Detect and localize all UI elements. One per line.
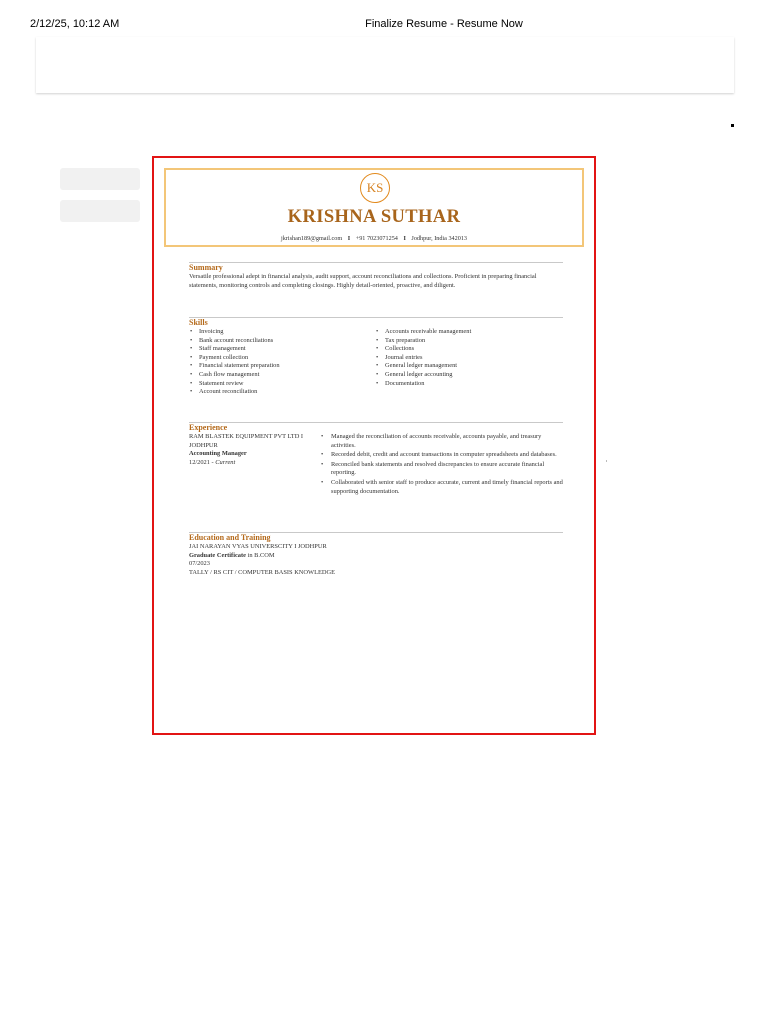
- skills-heading: Skills: [189, 318, 214, 327]
- contact-phone: +91 7023071254: [355, 235, 398, 242]
- page-header-card: [36, 37, 734, 93]
- print-page-title: Finalize Resume - Resume Now: [365, 18, 523, 30]
- contact-separator: I: [347, 235, 351, 242]
- stray-mark: [606, 460, 607, 462]
- degree-line: Graduate Certificate in B.COM: [189, 551, 275, 559]
- contact-separator: I: [403, 235, 406, 242]
- experience-section: [189, 417, 563, 517]
- skill-item: • General ledger accounting: [375, 371, 555, 380]
- skills-list-right: [375, 328, 555, 388]
- contact-email: jkrishan189@gmail.com: [280, 235, 343, 242]
- skill-item: • Account reconciliation: [189, 388, 369, 397]
- education-extra: TALLY / RS CIT / COMPUTER BASIS KNOWLEDGE: [189, 568, 336, 576]
- contact-line: [166, 235, 582, 242]
- experience-bullet: • Reconciled bank statements and resolved discrepancies to ensure accurate financial reporting.: [319, 461, 567, 478]
- skill-item: • General ledger management: [375, 362, 555, 371]
- skill-item: • Payment collection: [189, 354, 369, 363]
- education-date: 07/2023: [189, 560, 210, 568]
- education-section: [189, 527, 563, 587]
- skill-item: • Financial statement preparation: [189, 362, 369, 371]
- skill-item: • Invoicing: [189, 328, 369, 337]
- skills-list-left: [189, 328, 369, 397]
- faded-placeholder-bottom: [60, 200, 140, 222]
- faded-placeholder-top: [60, 168, 140, 190]
- experience-bullets: [319, 433, 567, 497]
- job-title: Accounting Manager: [189, 450, 247, 458]
- skill-item: • Accounts receivable management: [375, 328, 555, 337]
- monogram-badge: KS: [360, 173, 390, 203]
- skill-item: • Tax preparation: [375, 337, 555, 346]
- summary-text: Versatile professional adept in financial analysis, audit support, account reconciliations and collections. Proficient in preparing financial statements, monitoring controls and completing closings. Highly detail-oriented, proactive, and diligent.: [189, 273, 537, 289]
- school-name: JAI NARAYAN VYAS UNIVERSCITY I JODHPUR: [189, 543, 327, 550]
- experience-heading: Experience: [189, 423, 233, 432]
- skill-item: • Staff management: [189, 345, 369, 354]
- summary-heading: Summary: [189, 263, 229, 272]
- skill-item: • Documentation: [375, 380, 555, 389]
- skill-item: • Bank account reconciliations: [189, 337, 369, 346]
- print-header: [0, 18, 768, 34]
- skills-section: [189, 312, 563, 407]
- contact-location: Jodhpur, India 342013: [411, 235, 468, 242]
- job-dates: 12/2021 - Current: [189, 458, 236, 466]
- skill-item: • Journal entries: [375, 354, 555, 363]
- skill-item: • Statement review: [189, 380, 369, 389]
- education-entry: [189, 543, 335, 577]
- experience-bullet: • Recorded debit, credit and account transactions in computer spreadsheets and databases.: [319, 451, 567, 460]
- education-heading: Education and Training: [189, 533, 277, 542]
- candidate-name: KRISHNA SUTHAR: [287, 207, 461, 227]
- skill-item: • Collections: [375, 345, 555, 354]
- summary-section: [189, 257, 563, 307]
- company-name: RAM BLASTEK EQUIPMENT PVT LTD I JODHPUR: [189, 433, 304, 449]
- experience-bullet: • Collaborated with senior staff to produce accurate, current and timely financial reports and supporting documentation.: [319, 479, 567, 496]
- resume-preview[interactable]: [152, 156, 596, 735]
- stray-dot: [731, 124, 734, 127]
- experience-meta: [189, 433, 331, 467]
- print-datetime: 2/12/25, 10:12 AM: [30, 18, 120, 30]
- experience-bullet: • Managed the reconciliation of accounts receivable, accounts payable, and treasury activities.: [319, 433, 567, 450]
- resume-header: [164, 168, 584, 247]
- skill-item: • Cash flow management: [189, 371, 369, 380]
